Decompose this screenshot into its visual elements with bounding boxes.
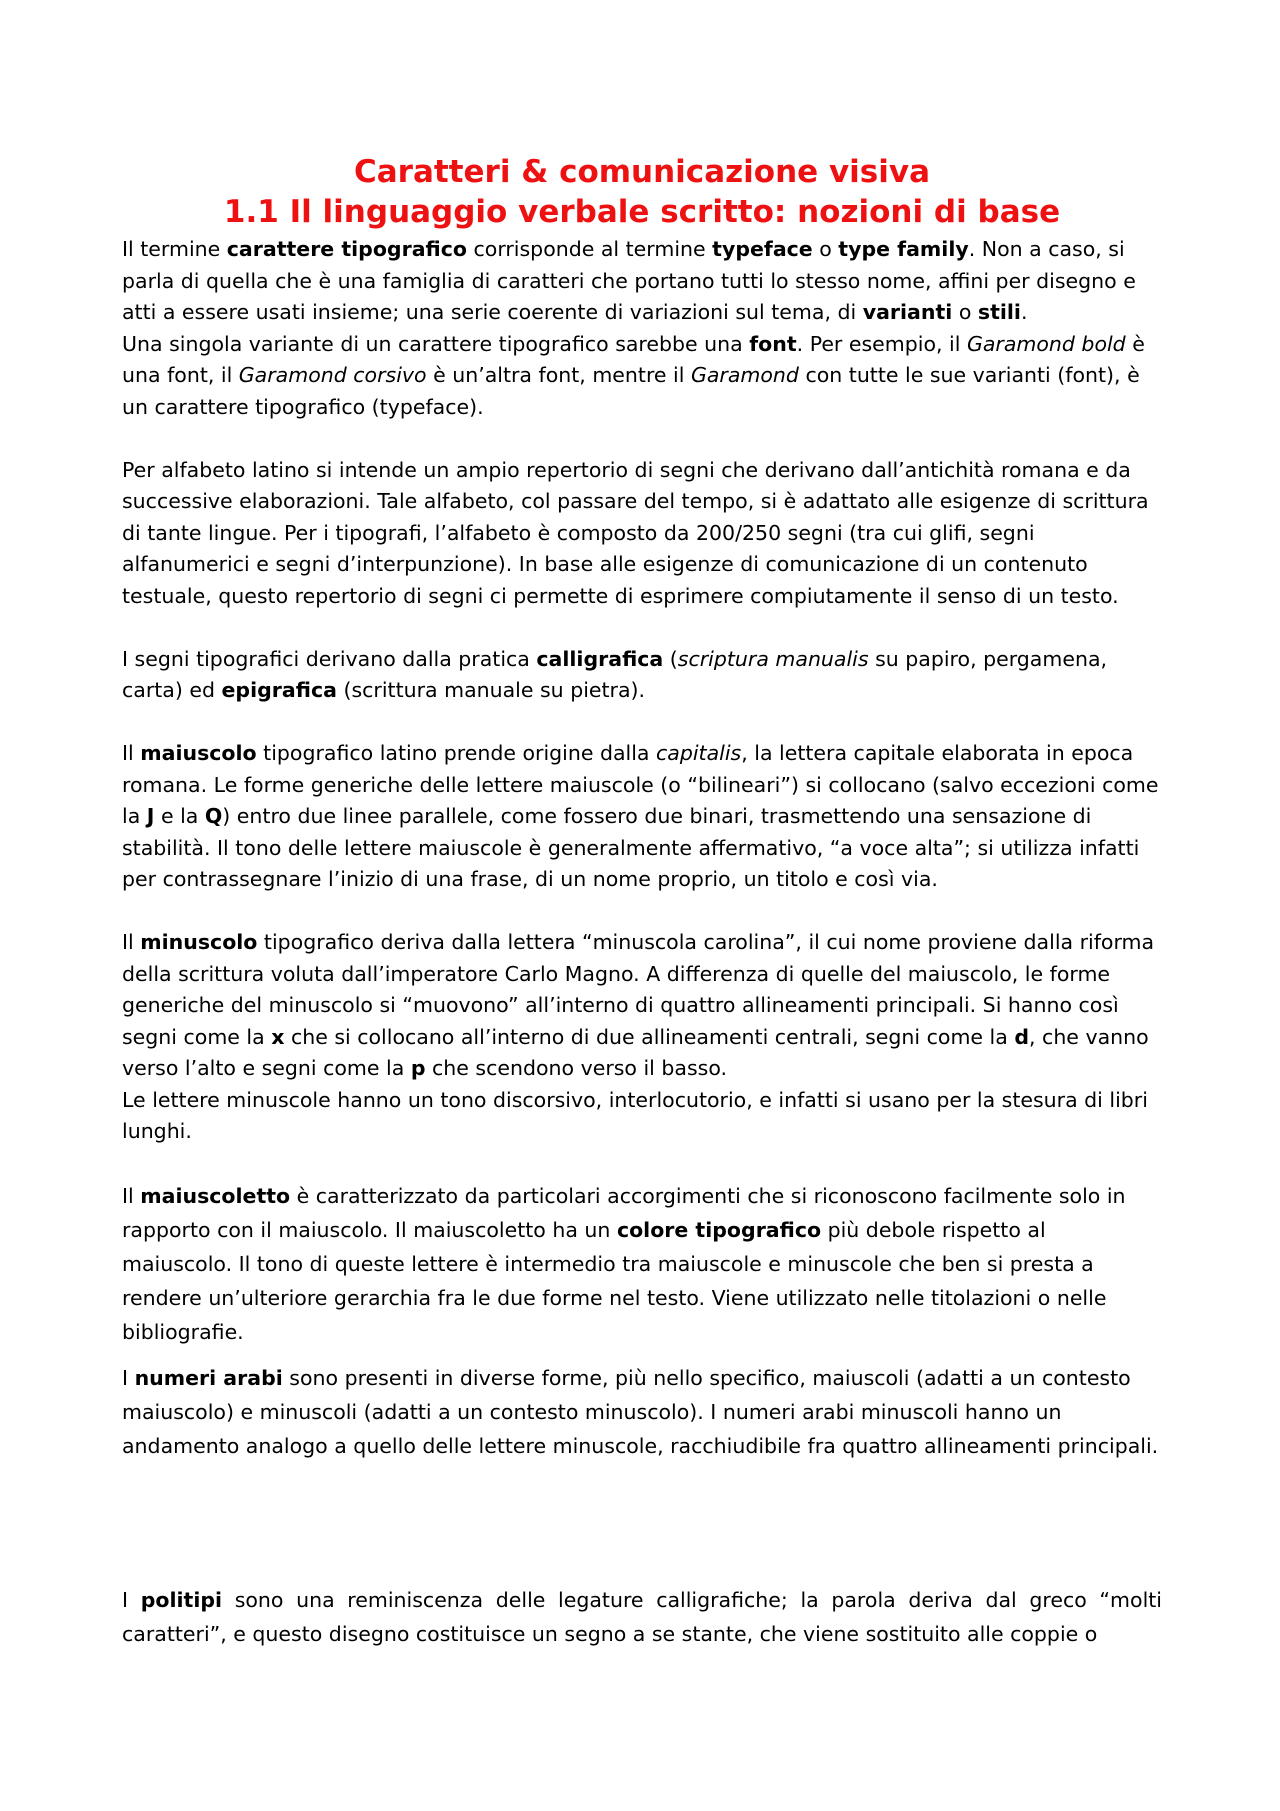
text: , la lettera capitale elaborata in epoca romana. Le forme generiche delle lettere maiuscole (o “bilineari”) si collocano (salvo eccezioni come la [122,741,1159,828]
bold-term: minuscolo [140,930,258,954]
italic-term: scriptura manualis [677,646,869,671]
text: ( [663,646,678,671]
text: sono presenti in diverse forme, più nello specifico, maiuscoli (adatti a un contesto maiuscolo) e minuscoli (adatti a un contesto minuscolo). I numeri arabi minuscoli hanno un andamento analogo a quello delle lettere minuscole, racchiudibile fra quattro allineamenti principali. [122,1366,1159,1458]
spacer [122,1349,1162,1361]
text: tipografico latino prende origine dalla [256,741,657,765]
paragraph-uppercase [122,738,1162,896]
paragraph-typographic-signs [122,644,1162,707]
bold-term: politipi [140,1588,223,1612]
bold-term: p [410,1056,426,1080]
paragraph-lowercase [122,927,1162,1085]
italic-term: Garamond bold [966,331,1126,356]
title-line-main: Caratteri & comunicazione visiva [354,154,930,190]
text: (scrittura manuale su pietra). [336,678,646,702]
bold-term: varianti [862,300,953,324]
bold-term: J [146,804,155,828]
paragraph-small-caps [122,1179,1162,1349]
bold-term: colore tipografico [616,1218,822,1242]
bold-term: Q [204,804,223,828]
title-line-section: 1.1 Il linguaggio verbale scritto: nozioni di base [223,194,1061,230]
paragraph-typeface [122,234,1162,329]
text: è un’altra font, mentre il [426,363,691,387]
text: . [1020,300,1028,324]
text: con tutte le sue varianti (font), è un carattere tipografico (typeface). [122,363,1140,419]
bold-term: calligrafica [536,646,664,671]
spacer [122,896,1162,928]
text: . Non a caso, si parla di quella che è una famiglia di caratteri che portano tutti lo stesso nome, affini per disegno e atti a essere usati insieme; una serie coerente di variazioni sul tema, di [122,237,1136,324]
bold-term: typeface [712,237,813,261]
text: I [122,1366,135,1390]
text: I segni tipografici derivano dalla pratica [122,646,537,671]
text: Il termine [122,237,227,261]
italic-term: capitalis [656,741,742,765]
bold-term: d [1014,1024,1030,1049]
spacer [122,707,1162,739]
italic-term: Garamond [690,363,799,387]
document-body [122,152,1162,1651]
paragraph-lowercase-tone: Le lettere minuscole hanno un tono discorsivo, interlocutorio, e infatti si usano per la stesura di libri lunghi. [122,1087,1148,1143]
text: o [812,237,839,261]
text: e la [154,804,205,828]
text: è una font, il [122,331,1145,387]
bold-term: epigrafica [221,678,337,702]
paragraph-latin-alphabet: Per alfabeto latino si intende un ampio repertorio di segni che derivano dall’antichità romana e da successive elaborazioni. Tale alfabeto, col passare del tempo, si è adattato alle esigenze di scrittura di tante lingue. Per i tipografi, l’alfabeto è composto da 200/250 segni (tra cui glifi, segni alfanumerici e segni d’interpunzione). In base alle esigenze di comunicazione di un contenuto testuale, questo repertorio di segni ci permette di esprimere compiutamente il senso di un testo. [122,457,1149,608]
text: tipografico deriva dalla lettera “minuscola carolina”, il cui nome proviene dalla riforma della scrittura voluta dall’imperatore Carlo Magno. A differenza di quelle del maiuscolo, le forme generiche del minuscolo si “muovono” all’interno di quattro allineamenti principali. Si hanno così segni come la [122,930,1155,1049]
italic-term: Garamond corsivo [238,363,427,387]
bold-term: stili [977,300,1021,324]
text: sono una reminiscenza delle legature calligrafiche; la parola deriva dal greco “molti caratteri”, e questo disegno costituisce un segno a se stante, che viene sostituito alle coppie o [122,1588,1162,1646]
bold-term: maiuscoletto [140,1184,291,1208]
text: o [952,300,978,324]
text: ) entro due linee parallele, come fossero due binari, trasmettendo una sensazione di stabilità. Il tono delle lettere maiuscole è generalmente affermativo, “a voce alta”; si utilizza infatti per contrassegnare l’inizio di una frase, di un nome proprio, un titolo e così via. [122,804,1140,891]
paragraph-polytypes [122,1583,1162,1651]
text: Una singola variante di un carattere tipografico sarebbe una [122,331,750,356]
text: . Per esempio, il [796,331,967,356]
text: è caratterizzato da particolari accorgimenti che si riconoscono facilmente solo in rapporto con il maiuscolo. Il maiuscoletto ha un [122,1184,1126,1242]
spacer [122,1463,1162,1583]
text: Il [122,741,141,765]
spacer [122,423,1162,455]
spacer [122,612,1162,644]
text: , che vanno verso l’alto e segni come la [122,1024,1149,1080]
spacer [122,1148,1162,1180]
text: che scendono verso il basso. [425,1056,728,1080]
text: che si collocano all’interno di due allineamenti centrali, segni come la [284,1024,1015,1049]
text: corrisponde al termine [466,237,713,261]
text: Il [122,1184,141,1208]
bold-term: numeri arabi [134,1366,283,1390]
bold-term: type family [838,237,969,261]
bold-term: x [271,1024,285,1049]
text: Il [122,930,141,954]
text: più debole rispetto al maiuscolo. Il tono di queste lettere è intermedio tra maiuscole e minuscole che ben si presta a rendere un’ulteriore gerarchia fra le due forme nel testo. Viene utilizzato nelle titolazioni o nelle bibliografie. [122,1218,1107,1344]
bold-term: carattere tipografico [226,237,467,261]
paragraph-font [122,329,1162,424]
bold-term: maiuscolo [140,741,257,765]
text: su papiro, pergamena, carta) ed [122,646,1108,702]
bold-term: font [749,331,797,356]
text: I [122,1588,141,1612]
document-title [122,152,1162,232]
paragraph-arabic-numerals [122,1361,1162,1463]
